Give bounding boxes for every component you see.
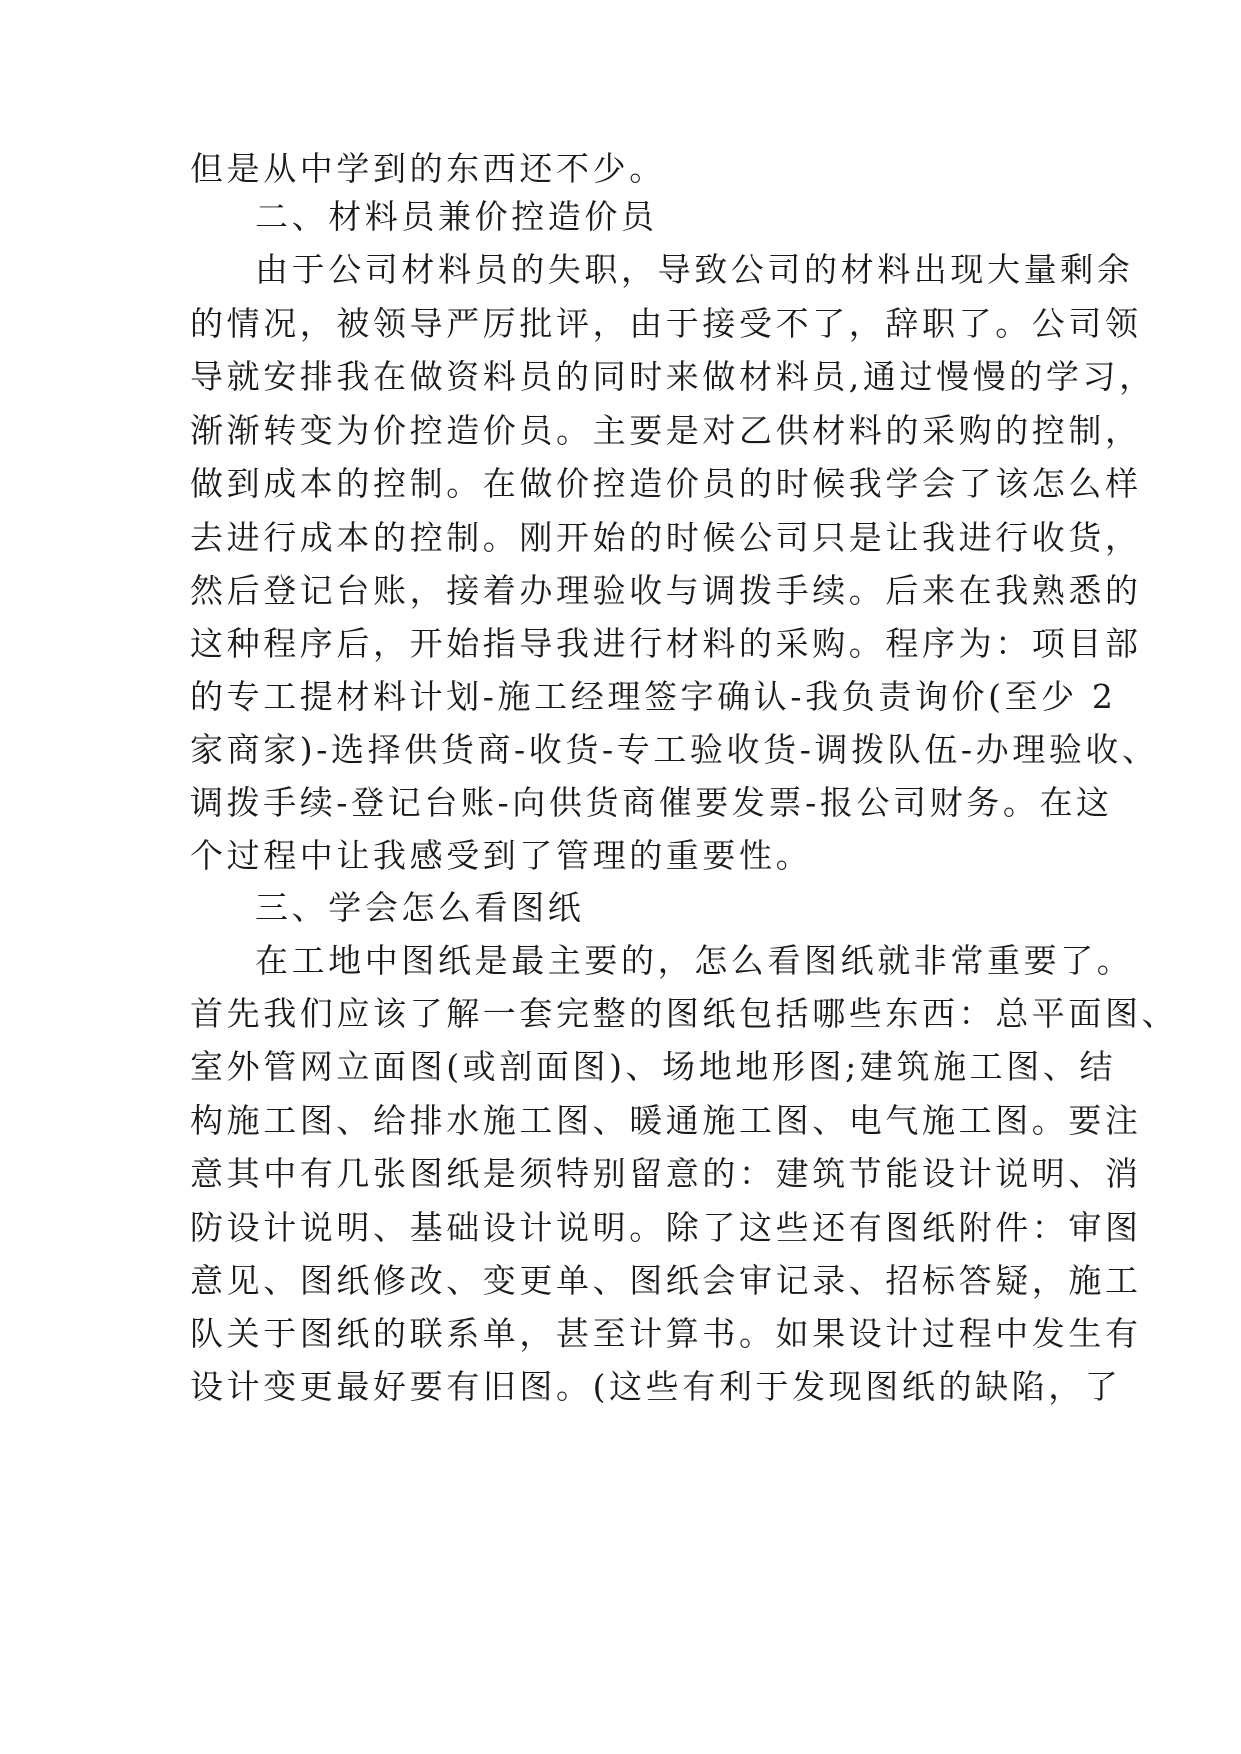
text-line: 这种程序后，开始指导我进行材料的采购。程序为：项目部 — [190, 624, 1142, 663]
text-line: 的专工提材料计划-施工经理签字确认-我负责询价(至少 2 — [190, 677, 1117, 716]
text-line: 首先我们应该了解一套完整的图纸包括哪些东西：总平面图、 — [190, 994, 1179, 1033]
text-line: 然后登记台账，接着办理验收与调拨手续。后来在我熟悉的 — [190, 571, 1142, 610]
text-line: 设计变更最好要有旧图。(这些有利于发现图纸的缺陷，了 — [190, 1367, 1122, 1406]
section-heading: 二、材料员兼价控造价员 — [255, 197, 658, 236]
text-line: 室外管网立面图(或剖面图)、场地地形图;建筑施工图、结 — [190, 1047, 1117, 1086]
text-line: 由于公司材料员的失职，导致公司的材料出现大量剩余 — [255, 250, 1134, 289]
text-line: 意其中有几张图纸是须特别留意的：建筑节能设计说明、消 — [190, 1154, 1142, 1193]
text-line: 渐渐转变为价控造价员。主要是对乙供材料的采购的控制， — [190, 411, 1142, 450]
text-line: 防设计说明、基础设计说明。除了这些还有图纸附件：审图 — [190, 1208, 1142, 1247]
text-line: 个过程中让我感受到了管理的重要性。 — [190, 836, 813, 875]
text-line: 意见、图纸修改、变更单、图纸会审记录、招标答疑，施工 — [190, 1261, 1142, 1300]
text-line: 构施工图、给排水施工图、暖通施工图、电气施工图。要注 — [190, 1101, 1142, 1140]
text-line: 去进行成本的控制。刚开始的时候公司只是让我进行收货， — [190, 518, 1142, 557]
section-heading: 三、学会怎么看图纸 — [255, 888, 585, 927]
text-line: 的情况，被领导严厉批评，由于接受不了，辞职了。公司领 — [190, 304, 1142, 343]
text-line: 队关于图纸的联系单，甚至计算书。如果设计过程中发生有 — [190, 1314, 1142, 1353]
text-line: 做到成本的控制。在做价控造价员的时候我学会了该怎么样 — [190, 464, 1142, 503]
text-line: 导就安排我在做资料员的同时来做材料员,通过慢慢的学习， — [190, 357, 1156, 396]
text-line: 但是从中学到的东西还不少。 — [190, 149, 666, 188]
text-line: 在工地中图纸是最主要的，怎么看图纸就非常重要了。 — [255, 941, 1134, 980]
text-line: 调拨手续-登记台账-向供货商催要发票-报公司财务。在这 — [190, 783, 1113, 822]
text-line: 家商家)-选择供货商-收货-专工验收货-调拨队伍-办理验收、 — [190, 730, 1159, 769]
